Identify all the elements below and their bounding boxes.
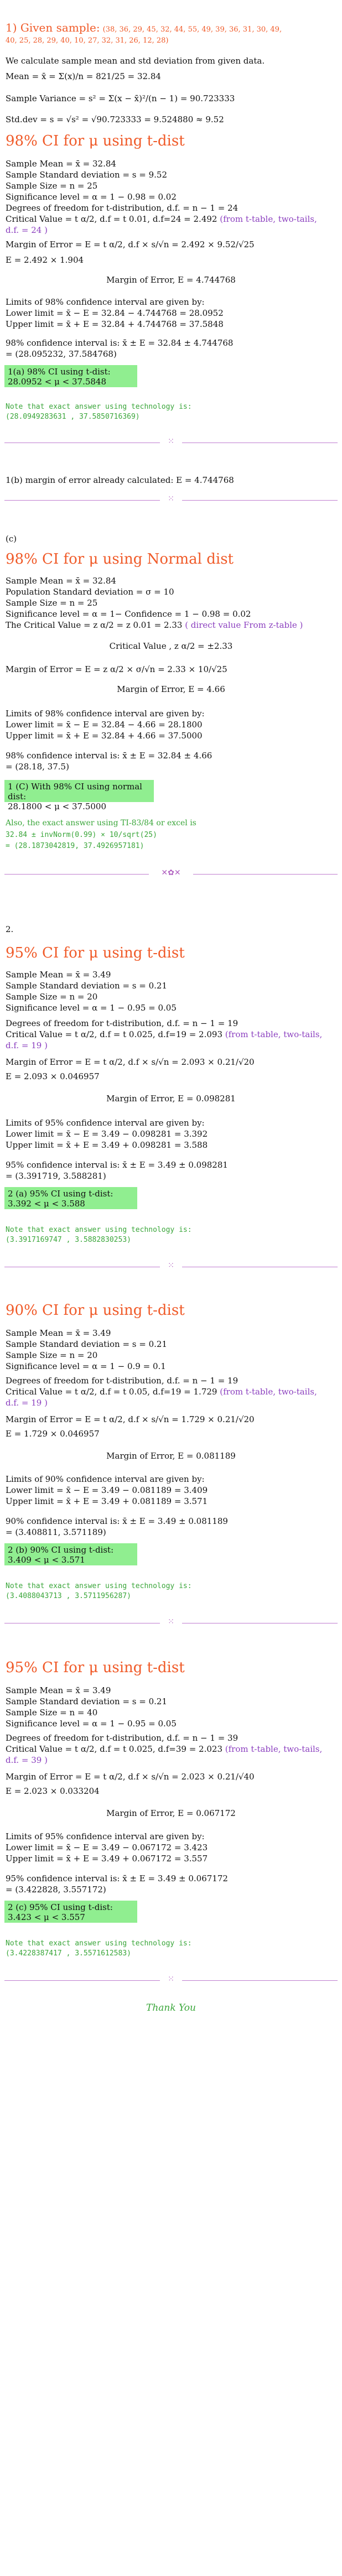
p2b-moe-line1: Margin of Error = E = t α/2, d.f × s/√n = 1.729 × 0.21/√20 bbox=[6, 1414, 255, 1424]
p2c-ci-interval: = (3.422828, 3.557172) bbox=[6, 1885, 106, 1895]
p2b-crit-note: (from t-table, two-tails, bbox=[220, 1387, 317, 1397]
part-a-upper: Upper limit = x̄ + E = 32.84 + 4.744768 = 37.5848 bbox=[6, 319, 224, 329]
p2c-tech-value: (3.4228387417 , 3.5571612583) bbox=[6, 1949, 131, 1958]
part-a-title: 98% CI for μ using t-dist bbox=[6, 133, 185, 149]
p2a-line: Sample Standard deviation = s = 0.21 bbox=[6, 981, 167, 991]
part-c-crit-line bbox=[6, 620, 303, 631]
p2c-crit: Critical Value = t α/2, d.f = t 0.025, d.f=39 = 2.023 bbox=[6, 1744, 222, 1754]
part-a-crit-note: (from t-table, two-tails, bbox=[220, 214, 317, 224]
part-c-moe-result: Margin of Error, E = 4.66 bbox=[117, 684, 225, 694]
p2c-moe-line2: E = 2.023 × 0.033204 bbox=[6, 1786, 100, 1796]
part-a-line: Significance level = α = 1 − 0.98 = 0.02 bbox=[6, 192, 177, 202]
p2a-line: Significance level = α = 1 − 0.95 = 0.05 bbox=[6, 1003, 177, 1013]
p2b-answer-box bbox=[4, 1543, 137, 1565]
part-c-upper: Upper limit = x̄ + E = 32.84 + 4.66 = 37.5000 bbox=[6, 731, 203, 741]
part-c-crit-value: Critical Value , z α/2 = ±2.33 bbox=[109, 641, 233, 651]
part-a-ci-line: 98% confidence interval is: x̄ ± E = 32.84 ± 4.744768 bbox=[6, 338, 234, 348]
p2c-ci-line: 95% confidence interval is: x̄ ± E = 3.49 ± 0.067172 bbox=[6, 1874, 228, 1883]
separator-ornament-icon: ⁙ bbox=[160, 1617, 182, 1626]
sample-line2: 40, 25, 28, 29, 40, 10, 27, 32, 31, 26, 12, 28) bbox=[6, 37, 169, 45]
part-c-tech-note1: Also, the exact answer using TI-83/84 or excel is bbox=[6, 819, 196, 828]
p2a-box-line1: 2 (a) 95% CI using t-dist: bbox=[8, 1189, 113, 1199]
p2a-lower: Lower limit = x̄ − E = 3.49 − 0.098281 = 3.392 bbox=[6, 1129, 208, 1139]
part-a-moe-line2: E = 2.492 × 1.904 bbox=[6, 255, 84, 265]
p2b-line: Sample Size = n = 20 bbox=[6, 1350, 98, 1360]
p2c-line: Sample Standard deviation = s = 0.21 bbox=[6, 1696, 167, 1706]
p2b-upper: Upper limit = x̄ + E = 3.49 + 0.081189 = 3.571 bbox=[6, 1496, 208, 1506]
part-a-lower: Lower limit = x̄ − E = 32.84 − 4.744768 = 28.0952 bbox=[6, 308, 224, 318]
p2c-answer-box bbox=[4, 1901, 137, 1923]
p2b-crit: Critical Value = t α/2, d.f = t 0.05, d.f=19 = 1.729 bbox=[6, 1387, 217, 1397]
p2b-line: Degrees of freedom for t-distribution, d.f. = n − 1 = 19 bbox=[6, 1376, 239, 1386]
part-c-lower: Lower limit = x̄ − E = 32.84 − 4.66 = 28.1800 bbox=[6, 720, 203, 730]
separator-ornament-icon: ✕✿✕ bbox=[149, 868, 193, 877]
part-c-line: Population Standard deviation = σ = 10 bbox=[6, 587, 174, 597]
separator-ornament-icon: ⁙ bbox=[160, 495, 182, 503]
p2c-upper: Upper limit = x̄ + E = 3.49 + 0.067172 = 3.557 bbox=[6, 1854, 208, 1864]
p2c-crit-note: (from t-table, two-tails, bbox=[225, 1744, 323, 1754]
p2a-tech-value: (3.3917169747 , 3.5882830253) bbox=[6, 1236, 131, 1244]
part-c-crit-note: ( direct value From z-table ) bbox=[185, 620, 303, 630]
p2a-limits-intro: Limits of 95% confidence interval are given by: bbox=[6, 1118, 205, 1128]
p2b-tech-value: (3.4088043713 , 3.5711956287) bbox=[6, 1592, 131, 1600]
p2c-lower: Lower limit = x̄ − E = 3.49 − 0.067172 = 3.423 bbox=[6, 1843, 208, 1852]
part-c-line: Sample Size = n = 25 bbox=[6, 598, 98, 608]
p2c-crit-note2: d.f. = 39 ) bbox=[6, 1755, 48, 1765]
p2b-ci-interval: = (3.408811, 3.571189) bbox=[6, 1527, 106, 1537]
p2a-crit-line bbox=[6, 1029, 322, 1040]
p2a-crit-note: (from t-table, two-tails, bbox=[225, 1029, 323, 1039]
separator-ornament-icon: ⁙ bbox=[160, 1975, 182, 1984]
p2b-ci-line: 90% confidence interval is: x̄ ± E = 3.49 ± 0.081189 bbox=[6, 1516, 228, 1526]
p2b-moe-line2: E = 1.729 × 0.046957 bbox=[6, 1429, 100, 1439]
part-b-text: 1(b) margin of error already calculated: E = 4.744768 bbox=[6, 475, 234, 485]
problem2-label: 2. bbox=[6, 924, 14, 934]
p2a-box-line2: 3.392 < μ < 3.588 bbox=[8, 1199, 85, 1209]
part-a-line: Sample Mean = x̄ = 32.84 bbox=[6, 159, 116, 169]
part-a-tech-note: Note that exact answer using technology is: bbox=[6, 403, 192, 411]
p2b-line: Sample Standard deviation = s = 0.21 bbox=[6, 1339, 167, 1349]
p2a-moe-result: Margin of Error, E = 0.098281 bbox=[106, 1094, 236, 1104]
part-c-limits-intro: Limits of 98% confidence interval are given by: bbox=[6, 709, 205, 719]
p2a-moe-line2: E = 2.093 × 0.046957 bbox=[6, 1071, 100, 1081]
separator-ornament-icon: ⁙ bbox=[160, 1261, 182, 1270]
part-c-ci-interval: = (28.18, 37.5) bbox=[6, 762, 69, 772]
p2b-line: Sample Mean = x̄ = 3.49 bbox=[6, 1328, 111, 1338]
p2c-moe-result: Margin of Error, E = 0.067172 bbox=[106, 1808, 236, 1818]
part-a-moe-result: Margin of Error, E = 4.744768 bbox=[106, 275, 236, 285]
p2a-line: Sample Mean = x̄ = 3.49 bbox=[6, 970, 111, 980]
part-a-box-line2: 28.0952 < μ < 37.5848 bbox=[8, 377, 107, 387]
p2b-lower: Lower limit = x̄ − E = 3.49 − 0.081189 = 3.409 bbox=[6, 1485, 208, 1495]
part-c-label: (c) bbox=[6, 534, 17, 544]
p2b-crit-note2: d.f. = 19 ) bbox=[6, 1398, 48, 1408]
p2a-crit: Critical Value = t α/2, d.f = t 0.025, d.f=19 = 2.093 bbox=[6, 1029, 222, 1039]
part-c-tech-note2: 32.84 ± invNorm(0.99) × 10/sqrt(25) bbox=[6, 831, 157, 839]
p2b-box-line1: 2 (b) 90% CI using t-dist: bbox=[8, 1545, 114, 1555]
p2c-moe-line1: Margin of Error = E = t α/2, d.f × s/√n = 2.023 × 0.21/√40 bbox=[6, 1772, 255, 1782]
part-a-crit-note2: d.f. = 24 ) bbox=[6, 225, 48, 235]
p2a-answer-box bbox=[4, 1187, 137, 1209]
part-c-tech-note3: = (28.1873042819, 37.4926957181) bbox=[6, 842, 144, 850]
separator-ornament-icon: ⁙ bbox=[160, 437, 182, 446]
part-c-crit: The Critical Value = z α/2 = z 0.01 = 2.33 bbox=[6, 620, 183, 630]
thank-you-text: Thank You bbox=[146, 2002, 196, 2013]
part-a-crit: Critical Value = t α/2, d.f = t 0.01, d.f=24 = 2.492 bbox=[6, 214, 217, 224]
part-a-moe-line1: Margin of Error = E = t α/2, d.f × s/√n = 2.492 × 9.52/√25 bbox=[6, 240, 255, 249]
p2a-tech-note: Note that exact answer using technology is: bbox=[6, 1226, 192, 1234]
p2c-box-line2: 3.423 < μ < 3.557 bbox=[8, 1912, 85, 1922]
problem1-heading: 1) Given sample: bbox=[6, 21, 100, 34]
p2c-tech-note: Note that exact answer using technology is: bbox=[6, 1939, 192, 1948]
part-c-box-line2: 28.1800 < μ < 37.5000 bbox=[8, 802, 107, 811]
p2c-line: Sample Mean = x̄ = 3.49 bbox=[6, 1685, 111, 1695]
p2c-title: 95% CI for μ using t-dist bbox=[6, 1659, 185, 1676]
p2a-moe-line1: Margin of Error = E = t α/2, d.f × s/√n = 2.093 × 0.21/√20 bbox=[6, 1057, 255, 1067]
part-c-line: Significance level = α = 1− Confidence = 1 − 0.98 = 0.02 bbox=[6, 609, 251, 619]
part-a-line: Sample Standard deviation = s = 9.52 bbox=[6, 170, 167, 180]
part-a-box-line1: 1(a) 98% CI using t-dist: bbox=[8, 367, 111, 377]
part-c-moe-line: Margin of Error = E = z α/2 × σ/√n = 2.33 × 10/√25 bbox=[6, 664, 227, 674]
part-a-limits-intro: Limits of 98% confidence interval are given by: bbox=[6, 297, 205, 307]
p2b-limits-intro: Limits of 90% confidence interval are given by: bbox=[6, 1474, 205, 1484]
p2a-ci-interval: = (3.391719, 3.588281) bbox=[6, 1171, 106, 1181]
std-equation: Std.dev = s = √s² = √90.723333 = 9.524880 ≈ 9.52 bbox=[6, 115, 224, 124]
p2a-line: Degrees of freedom for t-distribution, d.f. = n − 1 = 19 bbox=[6, 1018, 239, 1028]
part-a-ci-interval: = (28.095232, 37.584768) bbox=[6, 349, 117, 359]
part-c-box-line1: 1 (C) With 98% CI using normal dist: bbox=[8, 782, 142, 802]
p2b-moe-result: Margin of Error, E = 0.081189 bbox=[106, 1451, 236, 1461]
p2b-title: 90% CI for μ using t-dist bbox=[6, 1302, 185, 1319]
p2a-line: Sample Size = n = 20 bbox=[6, 992, 98, 1002]
part-c-line: Sample Mean = x̄ = 32.84 bbox=[6, 576, 116, 586]
variance-equation: Sample Variance = s² = Σ(x − x̄)²/(n − 1) = 90.723333 bbox=[6, 93, 235, 103]
p2c-line: Significance level = α = 1 − 0.95 = 0.05 bbox=[6, 1719, 177, 1729]
p2c-line: Sample Size = n = 40 bbox=[6, 1708, 98, 1718]
part-a-line: Sample Size = n = 25 bbox=[6, 181, 98, 191]
sample-line1: (38, 36, 29, 45, 32, 44, 55, 49, 39, 36, 31, 30, 49, bbox=[102, 25, 282, 34]
intro-text: We calculate sample mean and std deviation from given data. bbox=[6, 56, 265, 66]
p2c-box-line1: 2 (c) 95% CI using t-dist: bbox=[8, 1902, 113, 1912]
p2a-ci-line: 95% confidence interval is: x̄ ± E = 3.49 ± 0.098281 bbox=[6, 1160, 228, 1170]
part-a-tech-value: (28.0949283631 , 37.5850716369) bbox=[6, 413, 140, 421]
p2a-crit-note2: d.f. = 19 ) bbox=[6, 1040, 48, 1050]
part-a-line: Degrees of freedom for t-distribution, d.f. = n − 1 = 24 bbox=[6, 203, 239, 213]
part-c-ci-line: 98% confidence interval is: x̄ ± E = 32.84 ± 4.66 bbox=[6, 751, 213, 761]
p2c-limits-intro: Limits of 95% confidence interval are given by: bbox=[6, 1831, 205, 1841]
part-c-title: 98% CI for μ using Normal dist bbox=[6, 551, 234, 568]
p2c-line: Degrees of freedom for t-distribution, d.f. = n − 1 = 39 bbox=[6, 1733, 239, 1743]
mean-equation: Mean = x̄ = Σ(x)/n = 821/25 = 32.84 bbox=[6, 71, 161, 81]
p2a-title: 95% CI for μ using t-dist bbox=[6, 945, 185, 961]
p2b-crit-line bbox=[6, 1386, 317, 1397]
p2a-upper: Upper limit = x̄ + E = 3.49 + 0.098281 = 3.588 bbox=[6, 1140, 208, 1150]
p2b-box-line2: 3.409 < μ < 3.571 bbox=[8, 1555, 85, 1565]
p2c-crit-line bbox=[6, 1744, 322, 1755]
part-c-answer-box bbox=[4, 780, 154, 811]
part-a-answer-box bbox=[4, 365, 137, 387]
p2b-tech-note: Note that exact answer using technology is: bbox=[6, 1582, 192, 1590]
problem1-heading-line bbox=[6, 22, 282, 35]
part-a-crit-line bbox=[6, 214, 317, 225]
p2b-line: Significance level = α = 1 − 0.9 = 0.1 bbox=[6, 1361, 166, 1371]
